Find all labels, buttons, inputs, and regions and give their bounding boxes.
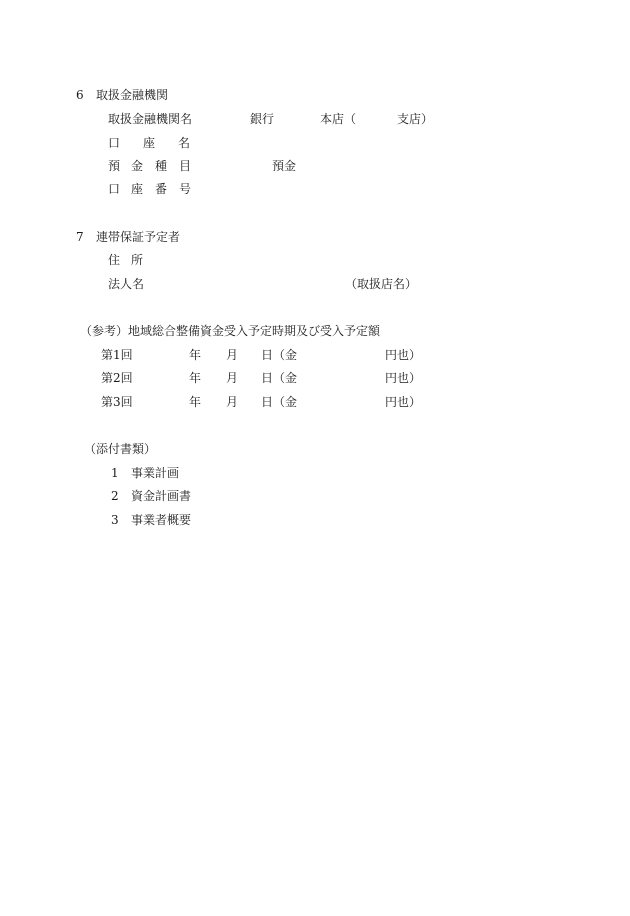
deposit-type-char: 金 [131, 159, 144, 173]
schedule-row-label: 第1回 [101, 348, 133, 362]
address-char: 住 [108, 253, 121, 267]
corp-name-label: 法人名 [108, 277, 145, 291]
reference-heading: （参考）地域総合整備資金受入予定時期及び受入予定額 [80, 324, 381, 338]
account-number-char: 番 [155, 182, 168, 196]
schedule-month: 月 [226, 395, 239, 409]
schedule-yen: 円也） [385, 348, 422, 362]
schedule-day: 日（金 [261, 371, 298, 385]
schedule-day: 日（金 [261, 395, 298, 409]
section6-heading: 取扱金融機関 [96, 88, 169, 102]
attachment-item: 事業計画 [131, 466, 180, 480]
attachments-heading: （添付書類） [84, 442, 157, 456]
schedule-year: 年 [189, 371, 202, 385]
account-name-char: 名 [178, 136, 191, 150]
schedule-yen: 円也） [385, 371, 422, 385]
account-number-char: 号 [179, 182, 192, 196]
account-name-char: 座 [143, 136, 156, 150]
attachment-item: 資金計画書 [131, 489, 192, 503]
head-office-label: 本店（ [320, 112, 357, 126]
attachment-number: 1 [111, 466, 119, 480]
address-char: 所 [131, 253, 144, 267]
deposit-suffix: 預金 [272, 159, 297, 173]
schedule-row-label: 第2回 [101, 371, 133, 385]
schedule-month: 月 [226, 348, 239, 362]
deposit-type-char: 種 [155, 159, 168, 173]
section6-number: 6 [76, 88, 84, 102]
deposit-type-char: 目 [179, 159, 192, 173]
branch-label: 支店） [397, 112, 434, 126]
account-number-char: 座 [131, 182, 144, 196]
deposit-type-char: 預 [108, 159, 121, 173]
schedule-year: 年 [189, 395, 202, 409]
section7-number: 7 [76, 230, 84, 244]
section7-heading: 連帯保証予定者 [96, 230, 181, 244]
schedule-row-label: 第3回 [101, 395, 133, 409]
schedule-day: 日（金 [261, 348, 298, 362]
schedule-year: 年 [189, 348, 202, 362]
attachment-number: 3 [111, 513, 119, 527]
bank-suffix: 銀行 [250, 112, 275, 126]
attachment-item: 事業者概要 [131, 513, 192, 527]
schedule-yen: 円也） [385, 395, 422, 409]
schedule-month: 月 [226, 371, 239, 385]
account-number-char: 口 [108, 182, 121, 196]
bank-name-label: 取扱金融機関名 [108, 112, 193, 126]
branch-name-label: （取扱店名） [345, 277, 418, 291]
attachment-number: 2 [111, 489, 119, 503]
account-name-char: 口 [108, 136, 121, 150]
